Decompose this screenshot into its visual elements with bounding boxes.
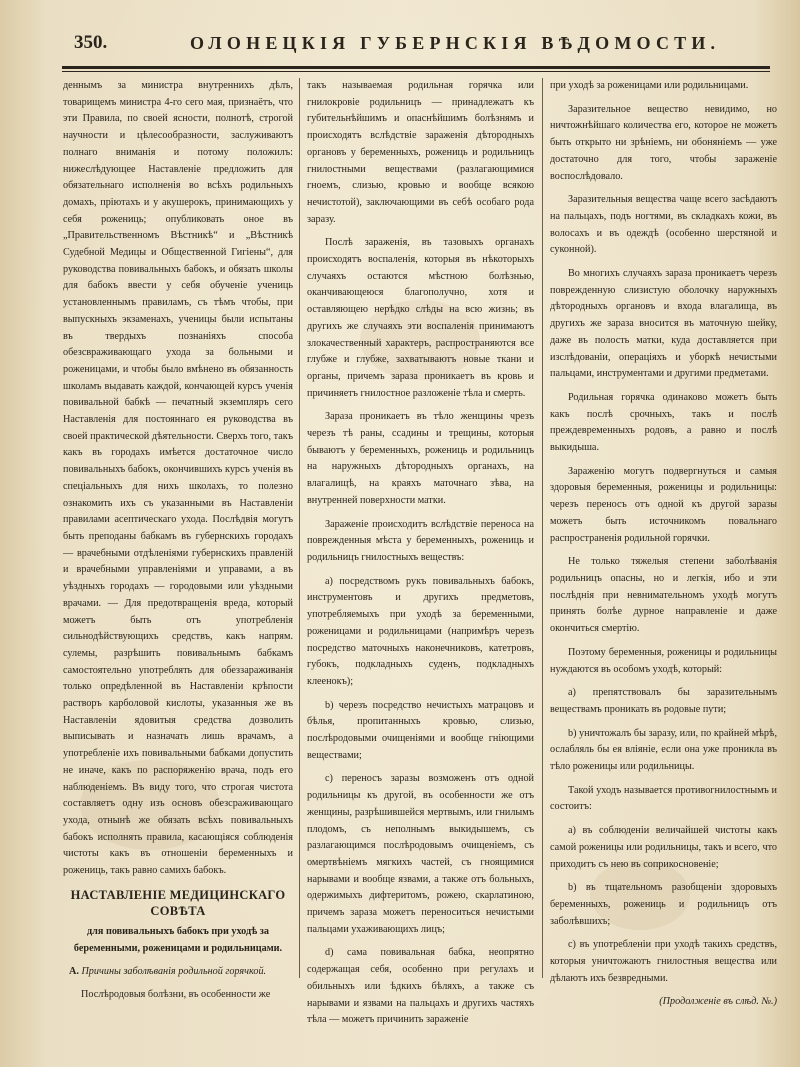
page-header bbox=[72, 28, 770, 64]
paragraph: Во многихъ случаяхъ зараза проникаетъ черезъ поврежденную слизистую оболочку наружныхъ дѣтородныхъ органовъ и входа влагалища, въ другихъ же зараза вносится въ маточную шейку, даже въ полость матки, куда доставляется при изслѣдованіи, операціяхъ и уборкѣ нечистыми пальцами, инструментами и другими предметами. bbox=[550, 268, 777, 380]
column-right bbox=[550, 78, 777, 1018]
column-left bbox=[63, 78, 293, 1011]
header-rule-thin bbox=[62, 71, 770, 72]
paragraph: Послѣродовыя болѣзни, въ особенности же bbox=[81, 989, 271, 1001]
list-item: а) препятствовалъ бы заразительнымъ веществамъ проникать въ родовые пути; bbox=[550, 687, 777, 715]
paragraph: Такой уходъ называется противогнилостнымъ и состоитъ: bbox=[550, 784, 777, 813]
page-number: 350. bbox=[74, 32, 108, 53]
paragraph: Заразительное вещество невидимо, но ничтожнѣйшаго количества его, которое не можетъ быть открыто ни зрѣніемъ, ни обоняніемъ — уже достаточно для того, чтобы зараженіе воспослѣдовало. bbox=[550, 103, 777, 182]
subsection-letter: А. bbox=[69, 965, 79, 977]
header-rule bbox=[62, 66, 770, 69]
list-item: b) уничтожалъ бы заразу, или, по крайней мѣрѣ, ослабляль бы ея вліяніе, если она уже проникла въ тѣло роженицы или родильницы. bbox=[550, 727, 777, 773]
section-title: НАСТАВЛЕНІЕ МЕДИЦИНСКАГО СОВѢТА bbox=[70, 887, 286, 919]
paragraph: Зараза проникаетъ въ тѣло женщины чрезъ черезъ тѣ раны, ссадины и трещины, которыя бываютъ у беременныхъ, рожениць и родильницъ на наружныхъ дѣтородныхъ органахъ, на влагалищѣ, на краяхъ маточнаго зѣва, на внутренней поверхности матки. bbox=[307, 411, 534, 506]
list-item: c) въ употребленіи при уходѣ такихъ средствъ, которыя уничтожаютъ гнилостныя вещества или дѣлаютъ ихъ безвредными. bbox=[550, 939, 777, 984]
continuation-note: (Продолженіе въ слѣд. №.) bbox=[659, 996, 777, 1008]
list-item: d) сама повивальная бабка, неопрятно содержащая себя, особенно при регулахъ и обильныхъ или ѣдкихъ бѣляхъ, а также съ нарывами и язвами на пальцахъ и другихъ частяхъ тѣла — можетъ причинить зараженіе bbox=[307, 947, 534, 1026]
paragraph: деннымъ за министра внутреннихъ дѣлъ, товарищемъ министра 4-го сего мая, признаётъ, что эти Правила, по своей ясности, полнотѣ, строгой научности и цѣлесообразности, заслуживаютъ полнаго вниманія и потому положилъ: нижеслѣдующее Наставленіе предложить для обязательнаго исполненія во всѣхъ родильныхъ домахъ, пріютахъ и у акушерокъ, принимающихъ у себя рожениць; опубликовать оное въ „Правительственномъ Вѣстникѣ“ и „Вѣстникѣ Судебной Медицы и Общественной Гигіены“, для руководства повивальныхъ бабокъ, и обязать школы для бабокъ ввести у себя обученіе учениць установленнымъ правиламъ, съ тѣмъ чтобы, при выпускныхъ экзаменахъ, ученицы были испытаны въ твердыхъ познаніяхъ способа обезсвраживающаго ухода за больными и роженицами, и чтобы было вмѣнено въ обязанность школамъ выдавать каждой, кончающей курсъ ученія повивальной бабкѣ — печатный экземпляръ сего Наставленія для постояннаго ея руководства въ своей практической дѣятельности. Сверхъ того, такъ какъ въ городахъ имѣется достаточное число повивальныхъ бабокъ, окончившихъ курсъ ученія въ спеціальныхъ для нихъ школахъ, то полезно ознакомить ихъ съ указанными въ Наставленіи правилами асептическаго ухода. Послѣдвія могутъ быть преподаны бабкамъ въ губернскихъ городахъ — врачебными отдѣленіями губернскихъ правленій и врачебными управленіями и управами, а въ уѣздныхъ городахъ — городовыми или уѣздными врачами. — Для предотвращенія вредa, который можетъ быть отъ употребленія сильнодѣйствующихъ средствъ, какъ напрям. сулемы, разрѣшить повивальнымъ бабкамъ самостоятельно употреблять для обеззараживанія только опредѣленной въ Наставленіи крѣпости растворъ карболовой кислоты, указанныя же въ Наставленіи ядовитыя средства дозволить выписывать и назначать лишь врачамъ, а употребленіе ихъ повивальными бабками допустить не иначе, какъ по распоряженію врача, подъ его наблюденіемъ. Въ виду того, что строгая чистота составляетъ одну изъ основъ обезсраживающаго ухода, отнынѣ же обязать всѣхъ повивальныхъ бабокъ исполнять правила, касающіяся соблюденія чистоты какъ въ отношеніи беременныхъ и рожениць, такъ равно самихъ бабокъ. bbox=[63, 80, 293, 877]
section-subtitle: для повивальныхъ бабокъ при уходѣ за беременными, роженицами и родильницами. bbox=[73, 926, 283, 954]
column-middle bbox=[307, 78, 534, 1036]
paragraph: Заразительныя вещества чаще всего засѣдаютъ на пальцахъ, подъ ногтями, въ складкахъ кожи, въ волосахъ и въ одеждѣ (особенно шерстяной и суконной). bbox=[550, 194, 777, 256]
paragraph: при уходѣ за роженицами или родильницами. bbox=[550, 80, 749, 91]
list-item: а) посредствомъ рукъ повивальныхъ бабокъ, инструментовъ и другихъ предметовъ, употребляемыхъ при уходѣ за беременными, роженицами и родильницами (напримѣръ черезъ посредство маточныхъ наконечниковъ, катетровъ, губокъ, подкладныхъ суденъ, подкладныхъ клеенокъ); bbox=[307, 575, 534, 687]
paragraph: Зараженіе происходитъ вслѣдствіе переноса на поврежденныя мѣста у беременныхъ, рожениць и родильницъ гнилостныхъ веществъ: bbox=[307, 518, 534, 563]
paragraph: такъ называемая родильная горячка или гнилокровіе родильницъ — принадлежатъ къ губительнѣйшимъ и опаснѣйшимъ болѣзнямъ и происходятъ вслѣдствіе зараженія дѣтородныхъ органовъ у беременныхъ, рожениць и родильницъ гнилостными веществами (разлагающимися гноемъ, слизью, кровью и вообще всякою нечистотой), заключающими въ себѣ особаго рода заразу. bbox=[307, 80, 534, 225]
column-divider bbox=[542, 78, 543, 978]
paragraph: Послѣ зараженія, въ тазовыхъ органахъ происходятъ воспаленія, которыя въ нѣкоторыхъ случаяхъ остаются мѣстною болѣзнью, оканчивающеюся благополучно, хотя и оставляющею нерѣдко слѣды на всю жизнь; въ другихъ же случаяхъ эти воспаленія принимаютъ злокачественный характеръ, распространяются все глубже и глубже, захватываютъ новые ткани и органы, причемъ зараза проникаетъ въ кровь и причиняетъ гнилостное разложеніе тѣла и смерть. bbox=[307, 237, 534, 399]
subsection-title: Причины заболѣванія родильной горячкой. bbox=[81, 965, 267, 977]
list-item: b) черезъ посредство нечистыхъ матрацовъ и бѣлья, пропитанныхъ кровью, слизью, послѣродовыми очищеніями и вообще гніющими веществами; bbox=[307, 699, 534, 761]
newspaper-title: ОЛОНЕЦКІЯ ГУБЕРНСКІЯ ВѢДОМОСТИ. bbox=[190, 33, 721, 53]
paragraph: Родильная горячка одинаково можетъ быть какъ послѣ срочныхъ, такъ и послѣ преждевременныхъ родовъ, а равно и послѣ выкидыша. bbox=[550, 391, 777, 454]
column-divider bbox=[299, 78, 300, 978]
subsection-heading bbox=[63, 964, 293, 981]
paragraph: Поэтому беременныя, роженицы и родильницы нуждаются въ особомъ уходѣ, который: bbox=[550, 646, 777, 675]
list-item: а) въ соблюденіи величайшей чистоты какъ самой роженицы или родильницы, такъ и всего, что приходитъ съ нею въ соприкосновеніе; bbox=[550, 825, 777, 870]
paragraph: Не только тяжелыя степени заболѣванія родильницъ опасны, но и легкія, ибо и эти послѣднія при невнимательномъ уходѣ могутъ принять болѣе дурное направленіе и даже окончиться смертію. bbox=[550, 556, 777, 635]
list-item: c) переносъ заразы возможенъ отъ одной родильницы къ другой, въ особенности же отъ женщины, разрѣшившейся мертвымъ, или гнилымъ плодомъ, съ неполнымъ выкидышемъ, съ разлагающимся послѣродовымъ очищеніемъ, съ омертвѣніемъ мягкихъ частей, съ гноящимися нарывами и вообще язвами, а также отъ больныхъ, одержимыхъ дифтеритомъ, рожею, скарлатиною, причемъ зараза можетъ переноситься нечистыми пальцами ухаживающихъ лицъ; bbox=[307, 773, 534, 935]
paragraph: Зараженію могутъ подвергнуться и самыя здоровыя беременныя, роженицы и родильницы: черезъ переносъ отъ одной къ другой заразы можетъ быть источникомъ повальнаго распространенія родильной горячки. bbox=[550, 465, 777, 544]
list-item: b) въ тщательномъ разобщеніи здоровыхъ беременныхъ, рожениць и родильницъ отъ заболѣвшихъ; bbox=[550, 882, 777, 927]
